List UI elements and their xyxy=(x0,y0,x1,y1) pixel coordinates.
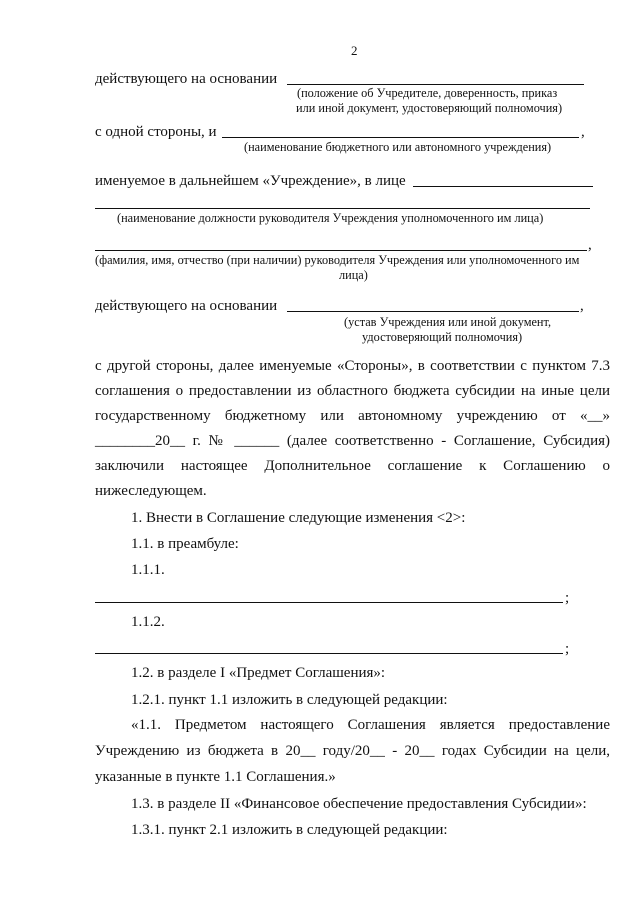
para-1-line-5: заключили настоящее Дополнительное соглашение к Соглашению о xyxy=(95,458,610,474)
basis2-comma: , xyxy=(580,298,584,314)
basis2-fill-rule xyxy=(287,311,579,312)
side-fill-rule xyxy=(222,137,579,138)
item-1-2-1: 1.2.1. пункт 1.1 изложить в следующей редакции: xyxy=(131,692,448,708)
item-1-1-2: 1.1.2. xyxy=(131,614,165,630)
basis-hint-1: (положение об Учредителе, доверенность, приказ xyxy=(297,86,558,100)
basis2-hint-2: удостоверяющий полномочия) xyxy=(362,330,523,344)
para-1-line-2: соглашения о предоставлении из областного бюджета субсидии на иные цели xyxy=(95,383,610,399)
fio-comma: , xyxy=(588,237,592,253)
item-1-1-2-end: ; xyxy=(565,641,570,657)
named-fill-rule xyxy=(413,186,593,187)
position-hint: (наименование должности руководителя Учреждения уполномоченного им лица) xyxy=(117,211,544,225)
quote-line-2: Учреждению из бюджета в 20__ году/20__ - 20__ годах Субсидии на цели, xyxy=(95,743,610,759)
side-hint: (наименование бюджетного или автономного учреждения) xyxy=(244,140,552,154)
basis-hint-2: или иной документ, удостоверяющий полномочия) xyxy=(296,101,563,115)
basis2-line-label: действующего на основании xyxy=(95,298,278,314)
item-1: 1. Внести в Соглашение следующие изменения <2>: xyxy=(131,510,466,526)
item-1-1-1-end: ; xyxy=(565,590,570,606)
fio-fill-rule xyxy=(95,250,587,251)
para-1-line-4: ________20__ г. № ______ (далее соответственно - Соглашение, Субсидия) xyxy=(95,433,610,449)
named-line-label: именуемое в дальнейшем «Учреждение», в лице xyxy=(95,173,406,189)
side-line-label: с одной стороны, и xyxy=(95,124,217,140)
item-1-1-2-fill-rule xyxy=(95,653,563,654)
page-number: 2 xyxy=(351,43,358,58)
item-1-1-1-fill-rule xyxy=(95,602,563,603)
item-1-1: 1.1. в преамбуле: xyxy=(131,536,239,552)
item-1-1-1: 1.1.1. xyxy=(131,562,165,578)
quote-line-3: указанные в пункте 1.1 Соглашения.» xyxy=(95,769,336,785)
basis2-hint-1: (устав Учреждения или иной документ, xyxy=(344,315,552,329)
item-1-3-1: 1.3.1. пункт 2.1 изложить в следующей редакции: xyxy=(131,822,448,838)
position-fill-rule xyxy=(95,208,590,209)
fio-hint-2: лица) xyxy=(339,268,368,282)
item-1-2: 1.2. в разделе I «Предмет Соглашения»: xyxy=(131,665,386,681)
fio-hint-1: (фамилия, имя, отчество (при наличии) руководителя Учреждения или уполномоченного им xyxy=(95,253,580,267)
basis-fill-rule xyxy=(287,84,584,85)
quote-line-1: «1.1. Предметом настоящего Соглашения является предоставление xyxy=(131,717,610,733)
item-1-3: 1.3. в разделе II «Финансовое обеспечение предоставления Субсидии»: xyxy=(131,796,587,812)
para-1-line-3: государственному бюджетному или автономному учреждению от «__» xyxy=(95,408,610,424)
para-1-line-1: с другой стороны, далее именуемые «Стороны», в соответствии с пунктом 7.3 xyxy=(95,358,610,374)
basis-line-label: действующего на основании xyxy=(95,71,278,87)
side-comma: , xyxy=(581,124,585,140)
para-1-last-line: нижеследующем. xyxy=(95,483,207,499)
